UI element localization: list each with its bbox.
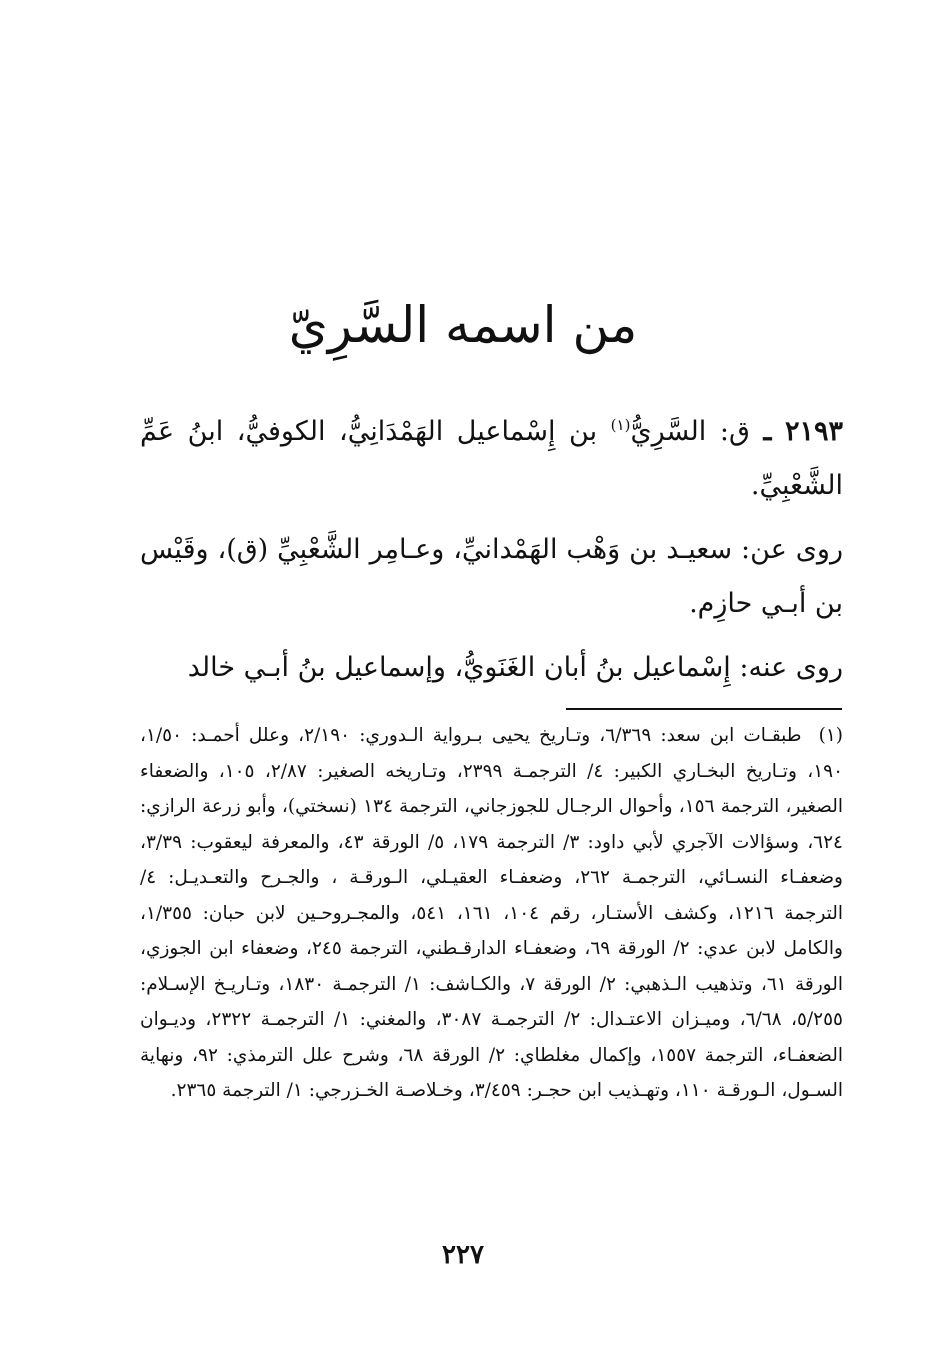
footnote-marker: (١)	[818, 725, 843, 746]
entry-symbol: ق:	[719, 416, 750, 447]
footnote	[140, 718, 843, 1109]
entry-dash: ـ	[763, 416, 772, 447]
section-heading: من اسمه السَّرِيّ	[288, 296, 638, 354]
entry-body	[140, 398, 843, 695]
footnote-reference: (١)	[610, 416, 631, 434]
footnote-paragraph	[140, 718, 843, 1109]
entry-text: بن إِسْماعيل الهَمْدَانِيُّ، الكوفيُّ، ابنُ عَمِّ الشَّعْبِيِّ.	[140, 416, 843, 501]
footnote-text: طبقـات ابن سعد: ٦/٣٦٩، وتـاريخ يحيى بـرواية الـدوري: ٢/١٩٠، وعلل أحمـد: ١/٥٠، ١٩٠، وتـاريخ البخـاري الكبير: ٤/ الترجمـة ٢٣٩٩، وتـاريخه الصغير: ٢/٨٧، ١٠٥، والضعفاء الصغير، الترجمة ١٥٦، وأحوال الرجـال للجوزجاني، الترجمة ١٣٤ (نسختي)، وأبو زرعة الرازي: ٦٢٤، وسؤالات الآجري لأبي داود: ٣/ الترجمة ١٧٩، ٥/ الورقة ٤٣، والمعرفة ليعقوب: ٣/٣٩، وضعفـاء النسـائي، الترجمـة ٢٦٢، وضعفـاء العقيـلي، الـورقـة ، والجـرح والتعـديـل: ٤/ الترجمة ١٢١٦، وكشف الأستـار، رقم ١٠٤، ١٦١، ٥٤١، والمجـروحـين لابن حبان: ١/٣٥٥، والكامل لابن عدي: ٢/ الورقة ٦٩، وضعفـاء الدارقـطني، الترجمة ٢٤٥، وضعفاء ابن الجوزي، الورقة ٦١، وتذهيب الـذهبي: ٢/ الورقة ٧، والكـاشف: ١/ الترجمـة ١٨٣٠، وتـاريـخ الإسـلام: ٥/٢٥٥، ٦/٦٨، وميـزان الاعتـدال: ٢/ الترجمـة ٣٠٨٧، والمغني: ١/ الترجمـة ٢٣٢٢، وديـوان الضعفـاء، الترجمة ١٥٥٧، وإكمال مغلطاي: ٢/ الورقة ٦٨، وشرح علل الترمذي: ٩٢، ونهاية السـول، الـورقـة ١١٠، وتهـذيب ابن حجـر: ٣/٤٥٩، وخـلاصـة الخـزرجي: ١/ الترجمة ٢٣٦٥.	[140, 725, 844, 1101]
narrated-by-paragraph: روى عنه: إِسْماعيل بنُ أبان الغَنَويُّ، وإسماعيل بنُ أبـي خالد	[187, 652, 843, 683]
entry-paragraph	[140, 398, 843, 513]
narrated-from-paragraph: روى عن: سعيـد بن وَهْب الهَمْدانيِّ، وعـامِر الشَّعْبِيِّ (ق)، وقَيْس بن أبـي حازِم.	[140, 534, 843, 619]
page-number: ٢٢٧	[442, 1240, 484, 1270]
entry-name: السَّرِيُّ	[630, 416, 707, 447]
footnote-divider	[566, 708, 842, 710]
entry-number: ٢١٩٣	[784, 416, 843, 447]
